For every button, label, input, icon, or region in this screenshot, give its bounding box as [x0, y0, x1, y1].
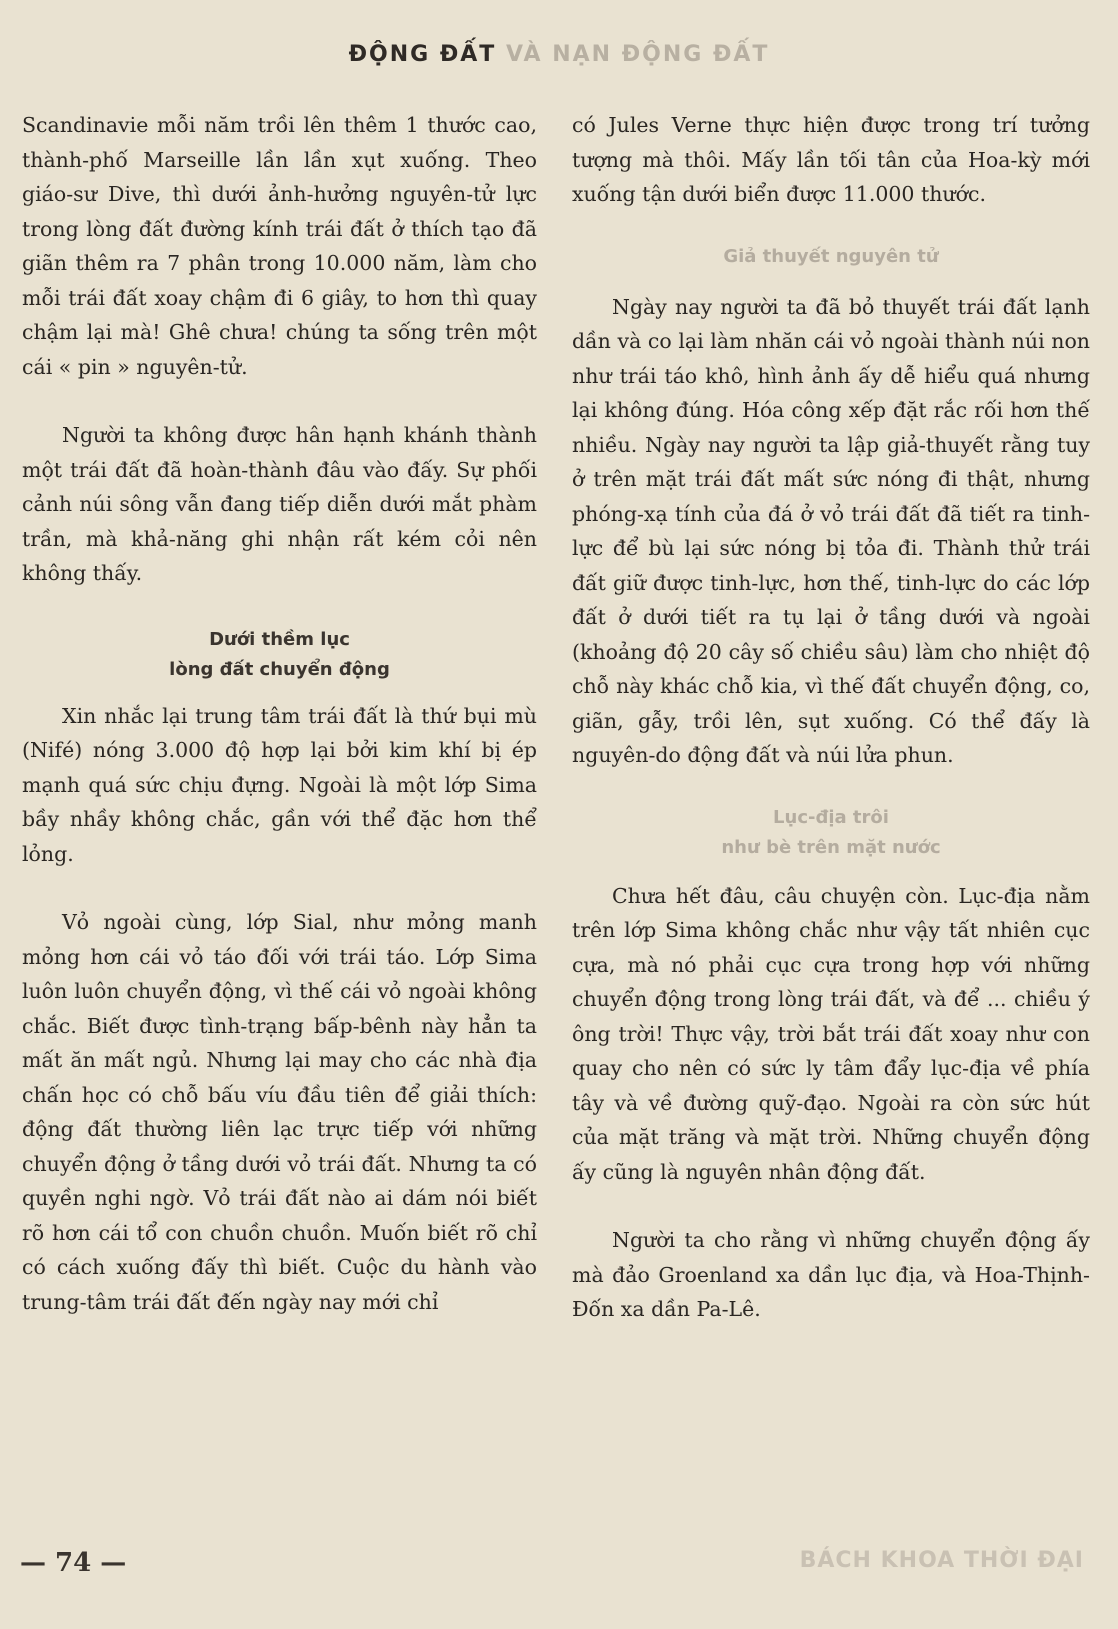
section-heading-line-1: Lục-địa trôi [773, 806, 889, 828]
paragraph: có Jules Verne thực hiện được trong trí tưởng tượng mà thôi. Mấy lần tối tân của Hoa-kỳ mới xuống tận dưới biển được 11.000 thước. [572, 113, 1090, 206]
right-column [572, 108, 1090, 1327]
paragraph: Ngày nay người ta đã bỏ thuyết trái đất lạnh dần và co lại làm nhăn cái vỏ ngoài thành núi non như trái táo khô, hình ảnh ấy dễ hiểu quá nhưng lại không đúng. Hóa công xếp đặt rắc rối hơn thế nhiều. Ngày nay người ta lập giả-thuyết rằng tuy ở trên mặt trái đất mất sức nóng đi thật, nhưng phóng-xạ tính của đá ở vỏ trái đất đã tiết ra tinh-lực để bù lại sức nóng bị tỏa đi. Thành thử trái đất giữ được tinh-lực, hơn thế, tinh-lực do các lớp đất ở dưới tiết ra tụ lại ở tầng dưới và ngoài (khoảng độ 20 cây số chiều sâu) làm cho nhiệt độ chỗ này khác chỗ kia, vì thế đất chuyển động, co, giãn, gẫy, trồi lên, sụt xuống. Có thể đấy là nguyên-do động đất và núi lửa phun. [572, 294, 1090, 767]
section-heading: Giả thuyết nguyên tử [723, 245, 939, 267]
running-head [0, 42, 1118, 67]
paragraph: Scandinavie mỗi năm trồi lên thêm 1 thước cao, thành-phố Marseille lần lần xụt xuống. Theo giáo-sư Dive, thì dưới ảnh-hưởng nguyên-tử lực trong lòng đất đường kính trái đất ở thích tạo đã giãn thêm ra 7 phân trong 10.000 năm, làm cho mỗi trái đất xoay chậm đi 6 giây, to hơn thì quay chậm lại mà! Ghê chưa! chúng ta sống trên một cái « pin » nguyên-tử. [22, 113, 537, 379]
paragraph: Xin nhắc lại trung tâm trái đất là thứ bụi mù (Nifé) nóng 3.000 độ hợp lại bởi kim khí bị ép mạnh quá sức chịu đựng. Ngoài là một lớp Sima bầy nhầy không chắc, gần với thể đặc hơn thể lỏng. [22, 703, 537, 866]
paragraph: Người ta cho rằng vì những chuyển động ấy mà đảo Groenland xa dần lục địa, và Hoa-Thịnh-Đốn xa dần Pa-Lê. [572, 1228, 1090, 1321]
section-heading-line-2: như bè trên mặt nước [721, 836, 941, 858]
paragraph: Vỏ ngoài cùng, lớp Sial, như mỏng manh mỏng hơn cái vỏ táo đối với trái táo. Lớp Sima luôn luôn chuyển động, vì thế cái vỏ ngoài không chắc. Biết được tình-trạng bấp-bênh này hẳn ta mất ăn mất ngủ. Nhưng lại may cho các nhà địa chấn học có chỗ bấu víu đầu tiên để giải thích: động đất thường liên lạc trực tiếp với những chuyển động ở tầng dưới vỏ trái đất. Nhưng ta có quyền nghi ngờ. Vỏ trái đất nào ai dám nói biết rõ hơn cái tổ con chuồn chuồn. Muốn biết rõ chỉ có cách xuống đấy thì biết. Cuộc du hành vào trung-tâm trái đất đến ngày nay mới chỉ [22, 910, 537, 1314]
paragraph: Người ta không được hân hạnh khánh thành một trái đất đã hoàn-thành đâu vào đấy. Sự phối cảnh núi sông vẫn đang tiếp diễn dưới mắt phàm trần, mà khả-năng ghi nhận rất kém cỏi nên không thấy. [22, 423, 537, 585]
page-number: — 74 — [20, 1548, 127, 1578]
section-heading-line-1: Dưới thềm lục [209, 628, 350, 650]
section-heading-line-2: lòng đất chuyển động [169, 658, 390, 680]
running-head-title-faded: VÀ NẠN ĐỘNG ĐẤT [505, 42, 770, 67]
paragraph: Chưa hết đâu, câu chuyện còn. Lục-địa nằm trên lớp Sima không chắc như vậy tất nhiên cục cựa, mà nó phải cục cựa trong hợp với những chuyển động trong lòng trái đất, và để ... chiều ý ông trời! Thực vậy, trời bắt trái đất xoay như con quay cho nên có sức ly tâm đẩy lục-địa về phía tây và về đường quỹ-đạo. Ngoài ra còn sức hút của mặt trăng và mặt trời. Những chuyển động ấy cũng là nguyên nhân động đất. [572, 883, 1090, 1184]
running-footer-title: BÁCH KHOA THỜI ĐẠI [799, 1548, 1084, 1573]
left-column [22, 108, 537, 1319]
running-head-title: ĐỘNG ĐẤT [348, 42, 497, 67]
